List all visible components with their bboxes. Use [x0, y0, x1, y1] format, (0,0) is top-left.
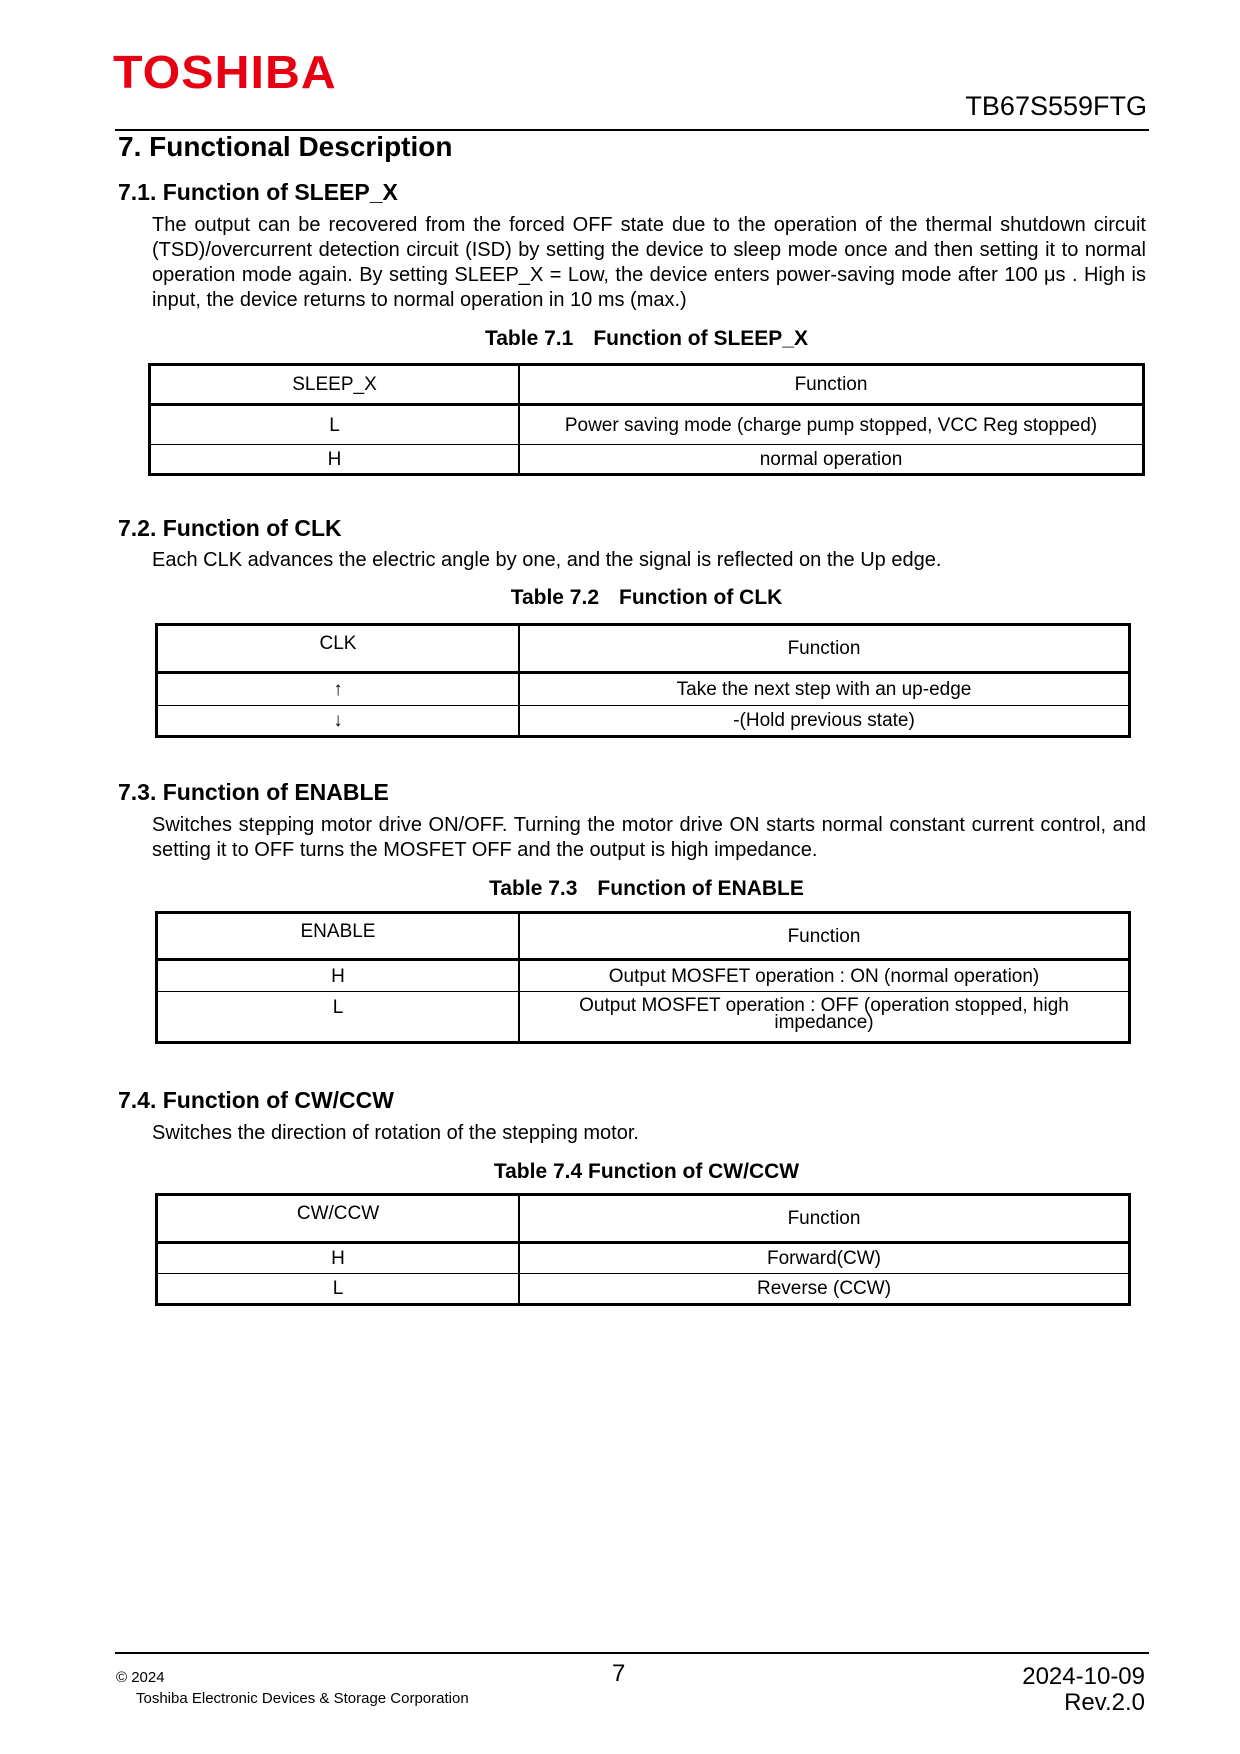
clk-rising-edge: ↑ — [157, 673, 520, 706]
table-cell: Take the next step with an up-edge — [519, 673, 1130, 706]
table-cell: Reverse (CCW) — [519, 1274, 1130, 1305]
table-header-cell: Function — [519, 913, 1130, 960]
table-caption-number: Table 7.3 — [489, 877, 578, 900]
table-caption-7-4: Table 7.4 Function of CW/CCW — [493, 1160, 800, 1183]
toshiba-logo: TOSHIBA — [113, 46, 337, 98]
table-row — [157, 706, 1130, 737]
table-cell: H — [157, 960, 520, 992]
table-cell — [519, 992, 1130, 1043]
paragraph-cwccw: Switches the direction of rotation of the stepping motor. — [152, 1122, 639, 1144]
table-row — [157, 1274, 1130, 1305]
table-caption-number: Table 7.2 — [510, 586, 600, 609]
table-row — [157, 960, 1130, 992]
paragraph-enable: Switches stepping motor drive ON/OFF. Turning the motor drive ON starts normal constant current control, and setting it to OFF turns the MOSFET OFF and the output is high impedance. — [152, 814, 1146, 861]
footer-revision: Rev.2.0 — [1064, 1689, 1145, 1716]
page-number: 7 — [612, 1660, 626, 1687]
table-header-cell: ENABLE — [157, 913, 520, 960]
subsection-heading-clk: 7.2. Function of CLK — [118, 515, 342, 541]
table-sleep-x — [148, 363, 1145, 476]
table-row — [157, 673, 1130, 706]
table-caption-number: Table 7.1 — [484, 327, 574, 350]
table-cell: Output MOSFET operation : ON (normal operation) — [519, 960, 1130, 992]
table-cw-ccw — [155, 1193, 1131, 1306]
table-header-cell: SLEEP_X — [150, 365, 520, 405]
table-cell: normal operation — [519, 445, 1144, 475]
table-caption-title: Function of SLEEP_X — [593, 327, 808, 350]
table-clk — [155, 623, 1131, 738]
table-header-cell: CLK — [157, 625, 520, 673]
subsection-heading-cwccw: 7.4. Function of CW/CCW — [118, 1087, 394, 1113]
table-cell: Forward(CW) — [519, 1243, 1130, 1274]
subsection-heading-enable: 7.3. Function of ENABLE — [118, 779, 389, 805]
table-cell: L — [150, 405, 520, 445]
section-title: 7. Functional Description — [118, 131, 453, 162]
footer-copyright: © 2024 — [116, 1669, 165, 1686]
table-header-cell: Function — [519, 365, 1144, 405]
table-cell: L — [157, 1274, 520, 1305]
footer-date: 2024-10-09 — [1022, 1663, 1145, 1690]
table-row — [157, 1243, 1130, 1274]
table-caption-title: Function of ENABLE — [597, 877, 804, 900]
paragraph-clk: Each CLK advances the electric angle by one, and the signal is reflected on the Up edge. — [152, 549, 942, 571]
table-cell: H — [157, 1243, 520, 1274]
subsection-heading-sleep: 7.1. Function of SLEEP_X — [118, 179, 398, 205]
part-number: TB67S559FTG — [965, 91, 1147, 121]
table-caption-title: Function of CLK — [619, 586, 783, 609]
table-caption-7-3 — [148, 878, 1145, 899]
table-cell: Power saving mode (charge pump stopped, VCC Reg stopped) — [519, 405, 1144, 445]
table-row — [150, 405, 1144, 445]
table-cell-text: Output MOSFET operation : OFF (operation stopped, high impedance) — [579, 995, 1069, 1033]
table-cell: L — [157, 992, 520, 1043]
table-caption-7-1 — [148, 328, 1145, 349]
footer-rule — [115, 1652, 1149, 1654]
table-header-cell: CW/CCW — [157, 1195, 520, 1243]
table-caption-7-2 — [148, 587, 1145, 608]
footer-company: Toshiba Electronic Devices & Storage Corporation — [136, 1690, 469, 1707]
table-header-cell: Function — [519, 1195, 1130, 1243]
clk-falling-edge: ↓ — [157, 706, 520, 737]
table-row — [150, 445, 1144, 475]
table-row — [157, 992, 1130, 1043]
table-cell: -(Hold previous state) — [519, 706, 1130, 737]
table-enable — [155, 911, 1131, 1044]
paragraph-sleep: The output can be recovered from the forced OFF state due to the operation of the thermal shutdown circuit (TSD)/overcurrent detection circuit (ISD) by setting the device to sleep mode once and then setting it to normal operation mode again. By setting SLEEP_X = Low, the device enters power-saving mode after 100 μs . High is input, the device returns to normal operation in 10 ms (max.) — [152, 214, 1146, 311]
table-cell: H — [150, 445, 520, 475]
table-header-cell: Function — [519, 625, 1130, 673]
